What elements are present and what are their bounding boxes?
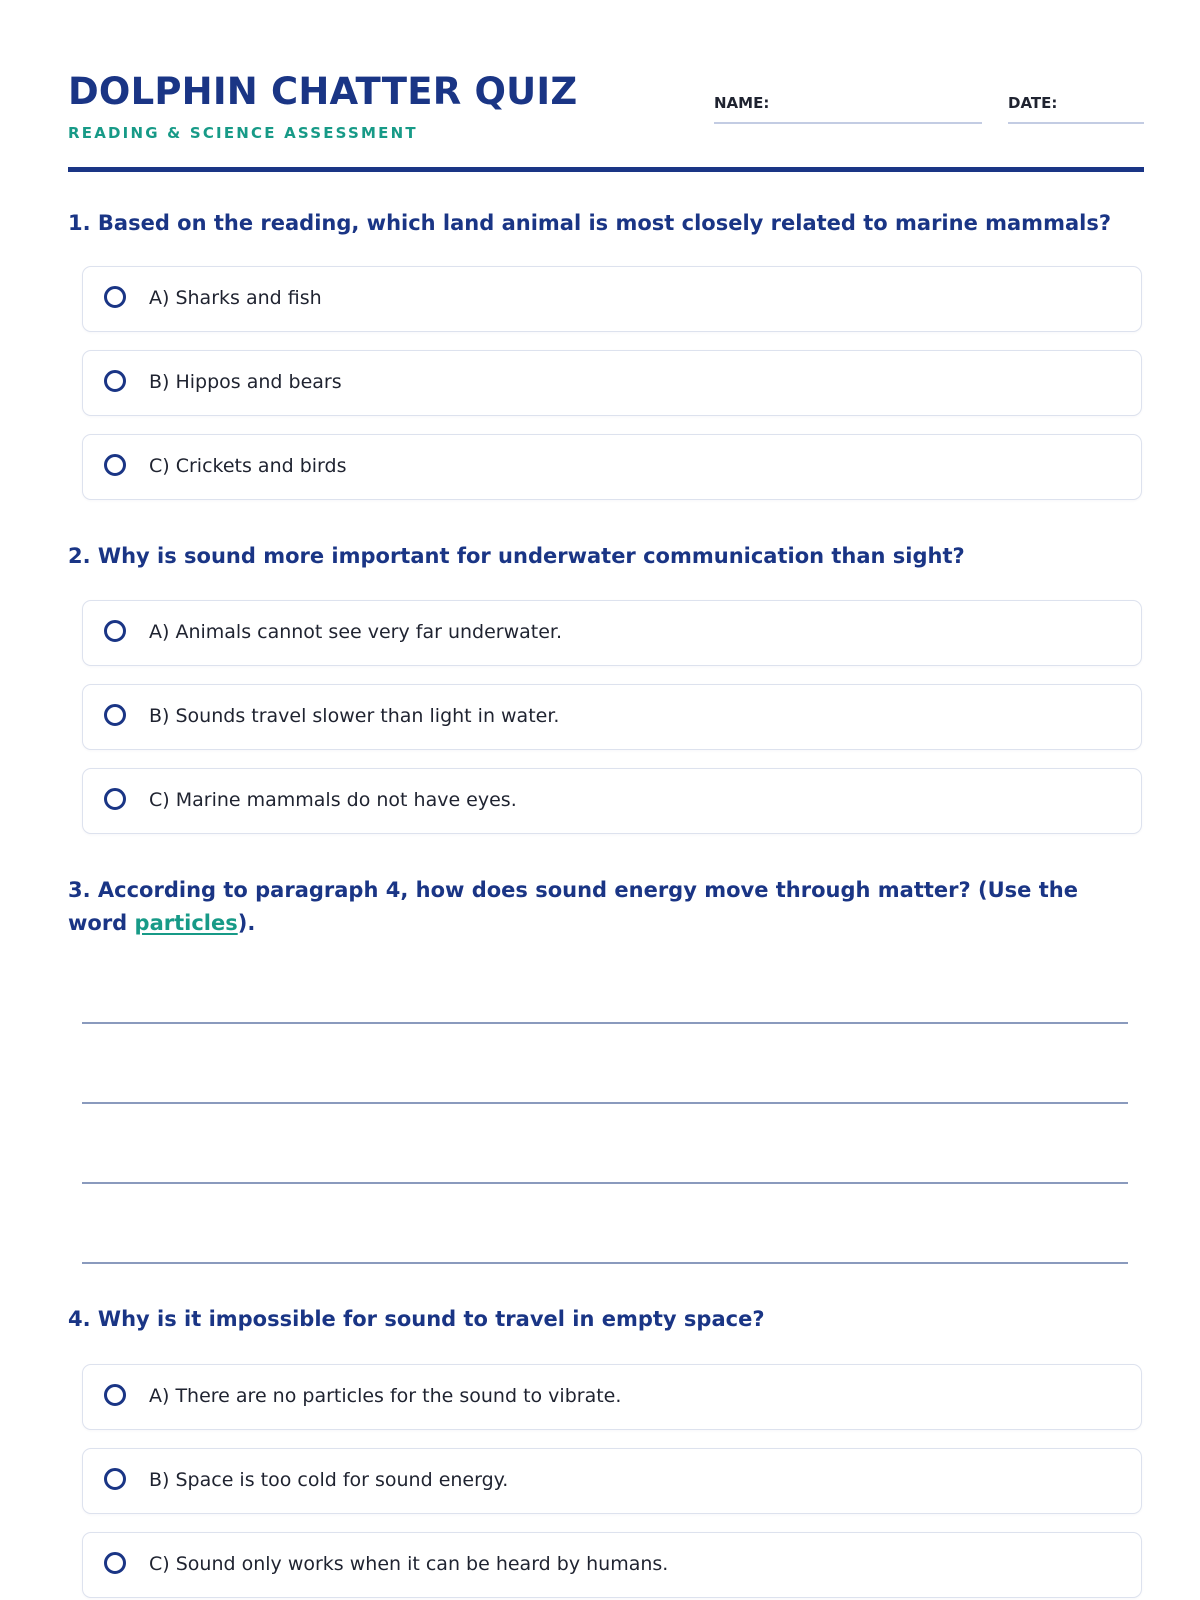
question-3 <box>68 874 1144 940</box>
option-label: A) Sharks and fish <box>149 287 322 309</box>
option-label: A) There are no particles for the sound to vibrate. <box>149 1385 622 1407</box>
question-3-text-end: ). <box>237 911 256 935</box>
answer-line[interactable] <box>82 1262 1128 1264</box>
q1-option-b[interactable] <box>82 350 1142 416</box>
question-3-text: 3. According to paragraph 4, how does sound energy move through matter? (Use the word <box>68 878 1078 935</box>
option-label: A) Animals cannot see very far underwater. <box>149 621 563 643</box>
q4-option-c[interactable] <box>82 1532 1142 1598</box>
radio-button[interactable] <box>104 1384 126 1406</box>
q1-option-a[interactable] <box>82 266 1142 332</box>
question-3-keyword: particles <box>134 911 238 935</box>
option-label: B) Space is too cold for sound energy. <box>149 1469 509 1491</box>
question-1: 1. Based on the reading, which land animal is most closely related to marine mammals? <box>68 211 1111 235</box>
date-field[interactable] <box>1008 92 1144 124</box>
q4-option-b[interactable] <box>82 1448 1142 1514</box>
question-2: 2. Why is sound more important for underwater communication than sight? <box>68 544 965 568</box>
radio-button[interactable] <box>104 788 126 810</box>
option-label: B) Sounds travel slower than light in water. <box>149 705 560 727</box>
q1-option-c[interactable] <box>82 434 1142 500</box>
q4-option-a[interactable] <box>82 1364 1142 1430</box>
radio-button[interactable] <box>104 620 126 642</box>
name-field[interactable] <box>714 92 982 124</box>
option-label: B) Hippos and bears <box>149 371 342 393</box>
q2-option-c[interactable] <box>82 768 1142 834</box>
q2-option-a[interactable] <box>82 600 1142 666</box>
q2-option-b[interactable] <box>82 684 1142 750</box>
option-label: C) Marine mammals do not have eyes. <box>149 789 517 811</box>
radio-button[interactable] <box>104 1552 126 1574</box>
radio-button[interactable] <box>104 286 126 308</box>
quiz-subtitle: READING & SCIENCE ASSESSMENT <box>68 124 418 142</box>
radio-button[interactable] <box>104 704 126 726</box>
option-label: C) Crickets and birds <box>149 455 347 477</box>
question-4: 4. Why is it impossible for sound to travel in empty space? <box>68 1307 765 1331</box>
answer-line[interactable] <box>82 1102 1128 1104</box>
option-label: C) Sound only works when it can be heard by humans. <box>149 1553 669 1575</box>
radio-button[interactable] <box>104 454 126 476</box>
radio-button[interactable] <box>104 370 126 392</box>
quiz-header <box>68 0 1144 174</box>
date-label: DATE: <box>1008 94 1058 112</box>
answer-line[interactable] <box>82 1022 1128 1024</box>
quiz-title: DOLPHIN CHATTER QUIZ <box>68 70 578 113</box>
radio-button[interactable] <box>104 1468 126 1490</box>
header-divider <box>68 167 1144 172</box>
name-label: NAME: <box>714 94 770 112</box>
answer-line[interactable] <box>82 1182 1128 1184</box>
